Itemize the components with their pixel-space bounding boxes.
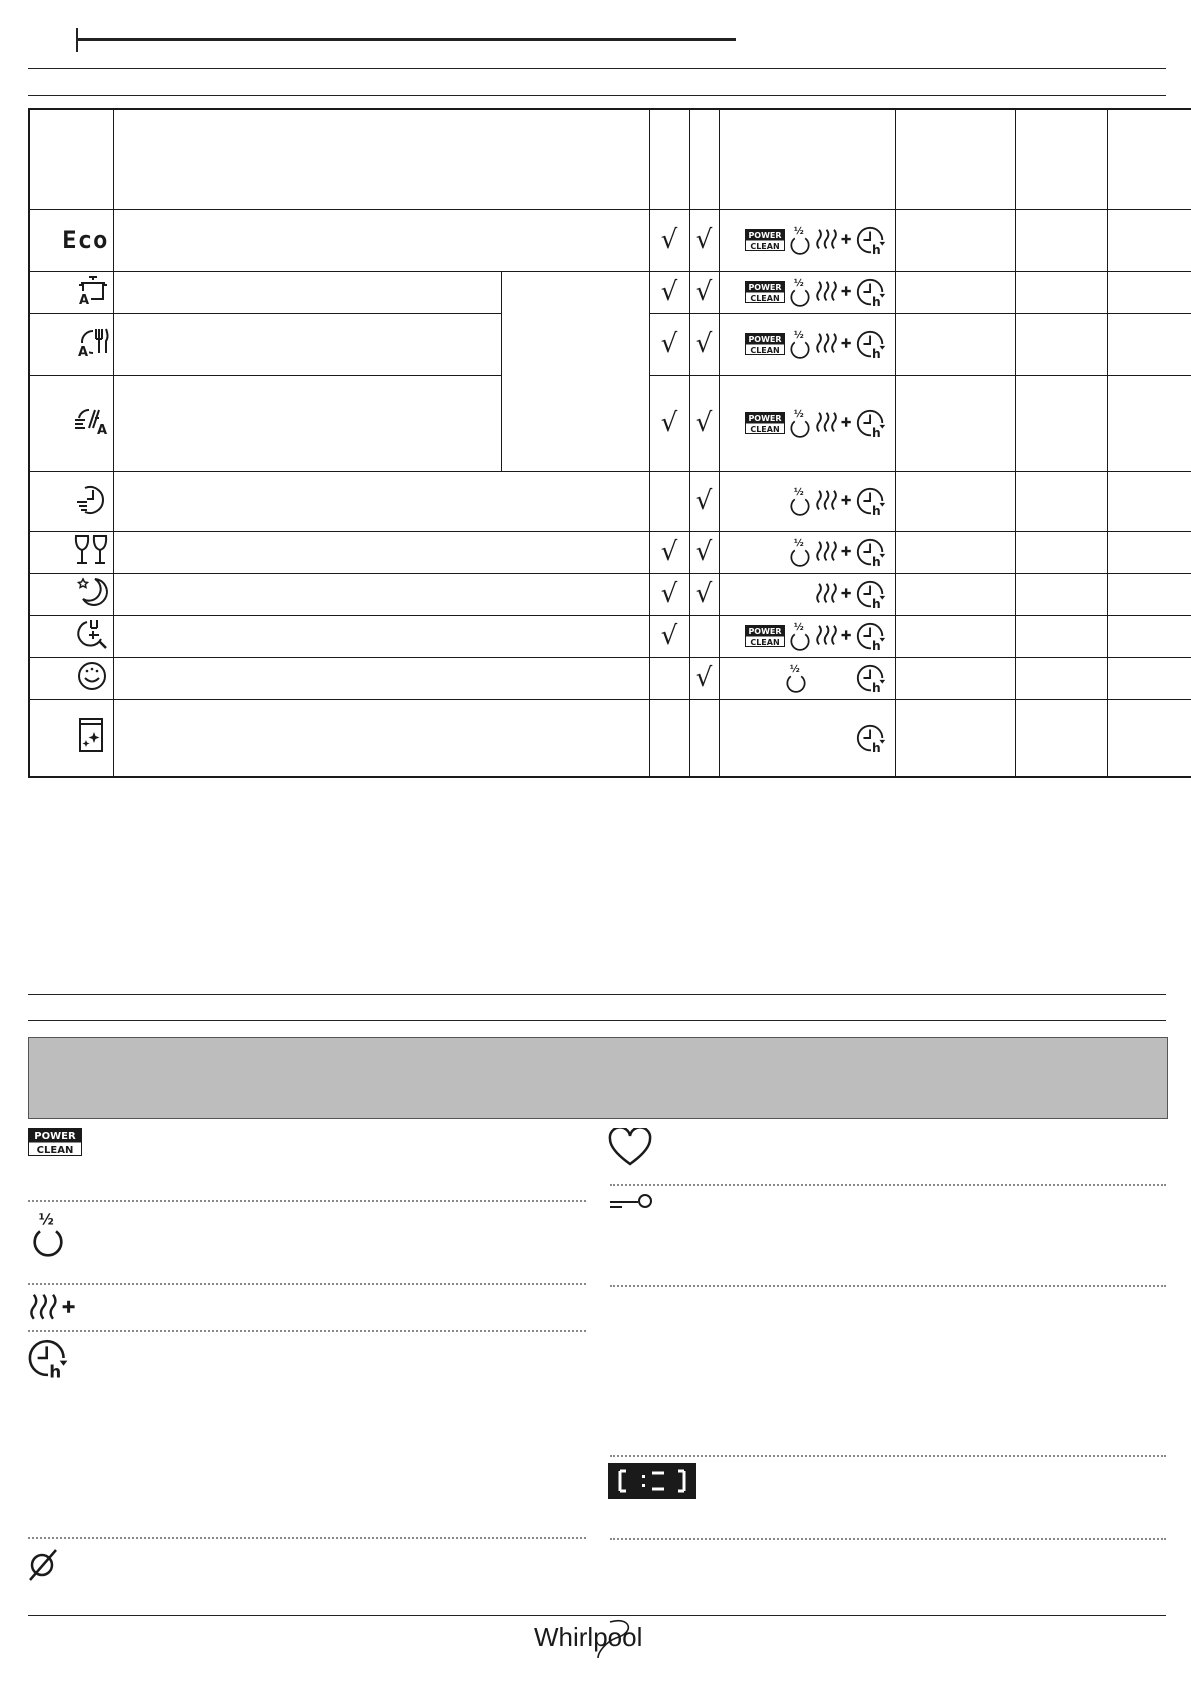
table-row: [29, 471, 1191, 531]
table-row: [29, 573, 1191, 615]
options-cell: [719, 375, 895, 471]
svg-text:CLEAN: CLEAN: [749, 425, 780, 434]
data-cell: [895, 375, 1015, 471]
options-cell: [719, 657, 895, 699]
data-cell: [1015, 375, 1107, 471]
footer-rule: [28, 1615, 1166, 1616]
header-cell: [1015, 109, 1107, 209]
row-desc: [113, 657, 649, 699]
svg-text:A: A: [78, 292, 89, 307]
legend-divider: [610, 1285, 1166, 1287]
data-cell: [895, 573, 1015, 615]
header-cell: [1107, 109, 1191, 209]
extra-dry-icon: [815, 409, 853, 437]
data-cell: [895, 657, 1015, 699]
header-cell: [113, 109, 649, 209]
svg-text:CLEAN: CLEAN: [749, 346, 780, 355]
delay-start-icon: [855, 276, 887, 308]
data-cell: [895, 313, 1015, 375]
row-desc: [113, 471, 649, 531]
delay-start-icon: [855, 620, 887, 652]
row-desc: [113, 313, 501, 375]
row-desc: [113, 375, 501, 471]
check-cell: √: [649, 313, 689, 375]
table-row: [29, 699, 1191, 777]
data-cell: [1015, 313, 1107, 375]
power-clean-icon: [743, 281, 785, 303]
svg-text:CLEAN: CLEAN: [36, 1145, 74, 1156]
row-desc: [113, 699, 649, 777]
data-cell: [1015, 573, 1107, 615]
check-cell: √: [689, 531, 719, 573]
options-cell: [719, 313, 895, 375]
glasses-icon: [29, 531, 113, 573]
check-cell: √: [649, 375, 689, 471]
half-load-icon: [787, 620, 813, 652]
check-cell: √: [689, 271, 719, 313]
header-cell: [689, 109, 719, 209]
check-cell: [649, 471, 689, 531]
check-cell: [649, 657, 689, 699]
legend-power-clean-icon: [28, 1128, 82, 1161]
half-load-icon: [783, 662, 809, 694]
prewash-icon: [29, 657, 113, 699]
delay-start-icon: [855, 536, 887, 568]
delay-start-icon: [855, 662, 887, 694]
display-code-icon: [608, 1463, 696, 1504]
table-row: [29, 615, 1191, 657]
data-cell: [1107, 209, 1191, 271]
section-rule-1: [28, 994, 1166, 995]
extra-dry-icon: [815, 622, 853, 650]
options-cell: [719, 615, 895, 657]
key-icon: [608, 1190, 654, 1217]
legend-divider: [28, 1200, 586, 1202]
data-cell: [895, 699, 1015, 777]
intensive-icon: [29, 615, 113, 657]
check-cell: [649, 699, 689, 777]
data-cell: [895, 615, 1015, 657]
options-cell: [719, 271, 895, 313]
quick-wash-icon: [29, 471, 113, 531]
legend-divider: [28, 1330, 586, 1332]
data-cell: [1107, 471, 1191, 531]
check-cell: √: [649, 271, 689, 313]
night-icon: [29, 573, 113, 615]
svg-text:A: A: [77, 344, 88, 359]
data-cell: [895, 209, 1015, 271]
extra-dry-icon: [815, 330, 853, 358]
data-cell: [1107, 531, 1191, 573]
data-cell: [1107, 271, 1191, 313]
brand-logo: [532, 1618, 662, 1662]
header-cell: [649, 109, 689, 209]
header-cell: [895, 109, 1015, 209]
delay-start-icon: [855, 485, 887, 517]
delay-start-icon: [855, 224, 887, 256]
self-clean-icon: [29, 699, 113, 777]
svg-text:POWER: POWER: [34, 1131, 76, 1142]
check-cell: √: [649, 573, 689, 615]
plate-cutlery-auto-icon: [29, 313, 113, 375]
check-cell: √: [689, 657, 719, 699]
data-cell: [1107, 375, 1191, 471]
power-clean-icon: [743, 625, 785, 647]
half-load-icon: [787, 224, 813, 256]
table-row: [29, 271, 1191, 313]
no-icon: [28, 1546, 58, 1587]
check-cell: √: [649, 615, 689, 657]
check-cell: √: [649, 531, 689, 573]
power-clean-icon: [743, 229, 785, 251]
extra-dry-icon: [815, 226, 853, 254]
half-load-icon: [787, 276, 813, 308]
data-cell: [1107, 657, 1191, 699]
check-cell: √: [689, 209, 719, 271]
header-rule-1: [28, 68, 1166, 69]
check-cell: √: [689, 471, 719, 531]
data-cell: [1015, 615, 1107, 657]
options-cell: [719, 573, 895, 615]
data-cell: [1107, 313, 1191, 375]
half-load-icon: [787, 328, 813, 360]
extra-dry-icon: [815, 278, 853, 306]
data-cell: [1015, 699, 1107, 777]
half-load-icon: [787, 536, 813, 568]
delay-start-icon: [855, 407, 887, 439]
svg-text:POWER: POWER: [747, 283, 782, 292]
options-cell: [719, 531, 895, 573]
extra-dry-icon: [815, 538, 853, 566]
legend-divider: [28, 1537, 586, 1539]
data-cell: [1015, 271, 1107, 313]
svg-text:POWER: POWER: [747, 414, 782, 423]
svg-text:POWER: POWER: [747, 335, 782, 344]
data-cell: [1107, 699, 1191, 777]
row-desc: [113, 573, 649, 615]
svg-text:POWER: POWER: [747, 627, 782, 636]
table-row: [29, 531, 1191, 573]
section-rule-2: [28, 1020, 1166, 1021]
svg-text:A: A: [96, 422, 107, 438]
extra-dry-icon: [815, 487, 853, 515]
options-banner: [28, 1037, 1168, 1119]
legend-divider: [610, 1455, 1166, 1457]
svg-text:CLEAN: CLEAN: [749, 294, 780, 303]
legend-extra-dry-icon: [28, 1290, 78, 1331]
check-cell: [689, 699, 719, 777]
eco-icon: Eco: [29, 209, 113, 271]
delay-start-icon: [855, 578, 887, 610]
header-bar: [76, 38, 736, 41]
legend-delay-start-icon: [26, 1336, 70, 1385]
data-cell: [895, 531, 1015, 573]
svg-text:POWER: POWER: [747, 231, 782, 240]
svg-text:CLEAN: CLEAN: [749, 242, 780, 251]
data-cell: [1015, 209, 1107, 271]
data-cell: [895, 471, 1015, 531]
table-row: [29, 209, 1191, 271]
header-cell: [29, 109, 113, 209]
check-cell: √: [689, 375, 719, 471]
merged-desc-cell: [501, 271, 649, 471]
row-desc: [113, 271, 501, 313]
delay-start-icon: [855, 328, 887, 360]
svg-text:CLEAN: CLEAN: [749, 638, 780, 647]
table-header-row: [29, 109, 1191, 209]
header-cell: [719, 109, 895, 209]
extra-dry-icon: [815, 580, 853, 608]
delay-start-icon: [855, 722, 887, 754]
data-cell: [1015, 657, 1107, 699]
check-cell: √: [689, 313, 719, 375]
power-clean-icon: [743, 412, 785, 434]
data-cell: [1015, 471, 1107, 531]
program-table: [28, 108, 1191, 778]
svg-text:Whirlpool: Whirlpool: [534, 1622, 643, 1652]
check-cell: √: [689, 573, 719, 615]
check-cell: √: [649, 209, 689, 271]
row-desc: [113, 209, 649, 271]
data-cell: [1015, 531, 1107, 573]
row-desc: [113, 615, 649, 657]
data-cell: [1107, 573, 1191, 615]
check-cell: [689, 615, 719, 657]
legend-divider: [610, 1538, 1166, 1540]
legend-half-load-icon: [28, 1210, 68, 1263]
data-cell: [1107, 615, 1191, 657]
options-cell: [719, 699, 895, 777]
power-clean-icon: [743, 333, 785, 355]
header-rule-2: [28, 95, 1166, 96]
legend-divider: [28, 1283, 586, 1285]
options-cell: [719, 209, 895, 271]
options-cell: [719, 471, 895, 531]
row-desc: [113, 531, 649, 573]
fast-auto-icon: [29, 375, 113, 471]
heart-icon: [608, 1128, 652, 1173]
legend-divider: [610, 1184, 1166, 1186]
table-row: [29, 657, 1191, 699]
data-cell: [895, 271, 1015, 313]
half-load-icon: [787, 407, 813, 439]
pot-auto-icon: [29, 271, 113, 313]
half-load-icon: [787, 485, 813, 517]
